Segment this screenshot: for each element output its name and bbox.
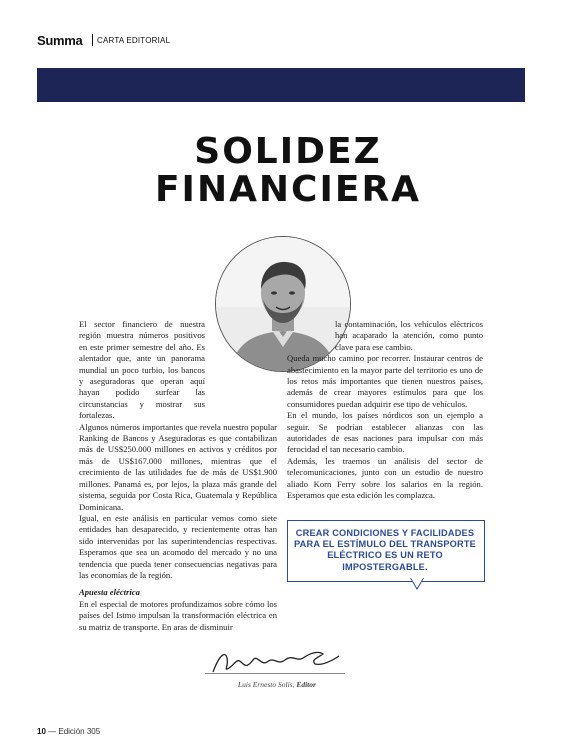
page-number: 10 (37, 727, 46, 736)
section-label: CARTA EDITORIAL (97, 36, 171, 45)
paragraph: En el mundo, los países nórdicos son un ejemplo a seguir. Se podrían establecer alianzas con las autoridades de esas naciones para impulsar con más ferocidad el tan necesario cambio. (287, 410, 483, 455)
left-column (79, 319, 277, 633)
title-line-1: SOLIDEZ (194, 131, 382, 172)
brand-divider (92, 34, 93, 46)
brand-logo: Summa (37, 33, 83, 48)
paragraph: Queda mucho camino por recorrer. Instaurar centros de abastecimiento en la mayor parte del territorio es uno de los retos más importantes que tienen nuestros países, además de crear mayores estímulos para que los consumidores puedan adquirir ese tipo de vehículos. (287, 353, 483, 409)
header-banner (37, 68, 525, 102)
page-footer (37, 727, 100, 736)
paragraph: la contaminación, los vehículos eléctricos han acaparado la atención, como punto clave para ese cambio. (335, 319, 483, 352)
paragraph: Además, les traemos un análisis del sector de telecomunicaciones, junto con un estudio de nuestro aliado Korn Ferry sobre los salarios en la región. Esperamos que esta edición les complazca. (287, 455, 483, 501)
paragraph: Algunos números importantes que revela nuestro popular Ranking de Bancos y Aseguradoras es que contabilizan más de US$250.000 millones en activos y créditos por más de US$167.000 millones, mientras que el crecimiento de las utilidades fue de más de US$1.900 millones. Panamá es, por lejos, la plaza más grande del sistema, seguida por Costa Rica, Guatemala y República Dominicana. (79, 421, 277, 512)
title-line-2: FINANCIERA (154, 169, 422, 210)
section-subtitle: Apuesta eléctrica (79, 587, 140, 598)
signature-image (205, 646, 355, 676)
signature-name: Luis Ernesto Solís, Editor (238, 680, 316, 689)
pull-quote-text: CREAR CONDICIONES Y FACILIDADES PARA EL ESTÍMULO DEL TRANSPORTE ELÉCTRICO ES UN RETO IMPOSTERGABLE. (294, 528, 476, 572)
signature-line (205, 673, 345, 674)
paragraph: El sector financiero de nuestra región muestra números positivos en este primer semestre del año. Es alentador que, ante un panorama mundial un poco turbio, los bancos y aseguradoras que operan aquí hayan podido surfear las circunstancias y mostrar sus fortalezas. (79, 319, 205, 421)
paragraph: En el especial de motores profundizamos sobre cómo los países del Istmo impulsan la transformación eléctrica en su matriz de transporte. En aras de disminuir (79, 598, 277, 632)
edition-label: — Edición 305 (48, 727, 101, 736)
paragraph: Igual, en este análisis en particular vemos como siete entidades han desaparecido, y recientemente otras han sido intervenidas por las superintendencias respectivas. Esperamos que sea un acomodo del mercado y no una tendencia que pueda tener consecuencias negativas para las economías de la región. (79, 512, 277, 580)
right-column (287, 319, 483, 502)
